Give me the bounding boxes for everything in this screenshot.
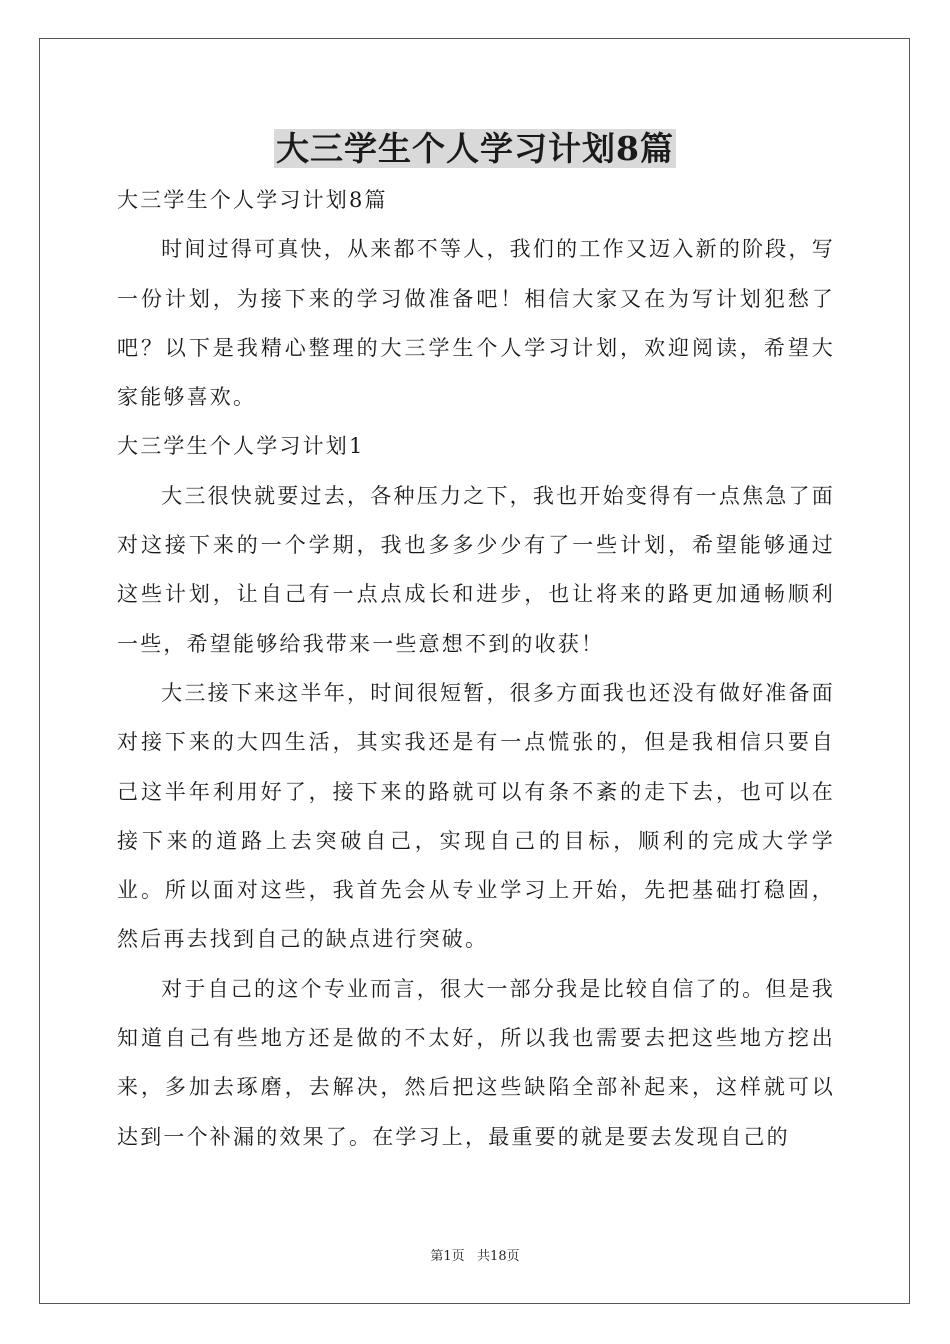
subtitle-paragraph: 大三学生个人学习计划8篇: [117, 188, 388, 212]
document-body: [117, 176, 835, 1162]
document-title-text: 大三学生个人学习计划8篇: [276, 129, 674, 168]
intro-paragraph: 时间过得可真快，从来都不等人，我们的工作又迈入新的阶段，写一份计划，为接下来的学习做准备吧！相信大家又在为写计划犯愁了吧？以下是我精心整理的大三学生个人学习计划，欢迎阅读，希望大家能够喜欢。: [117, 237, 835, 410]
document-title: [0, 124, 950, 174]
body-paragraph: 大三很快就要过去，各种压力之下，我也开始变得有一点焦急了面对这接下来的一个学期，我也多多少少有了一些计划，希望能够通过这些计划，让自己有一点点成长和进步，也让将来的路更加通畅顺利一些，希望能够给我带来一些意想不到的收获！: [117, 483, 835, 656]
body-paragraph: 对于自己的这个专业而言，很大一部分我是比较自信了的。但是我知道自己有些地方还是做的不太好，所以我也需要去把这些地方挖出来，多加去琢磨，去解决，然后把这些缺陷全部补起来，这样就可以达到一个补漏的效果了。在学习上，最重要的就是要去发现自己的: [117, 976, 835, 1149]
body-paragraph: 大三接下来这半年，时间很短暂，很多方面我也还没有做好准备面对接下来的大四生活，其实我还是有一点慌张的，但是我相信只要自己这半年利用好了，接下来的路就可以有条不紊的走下去，也可以在接下来的道路上去突破自己，实现自己的目标，顺利的完成大学学业。所以面对这些，我首先会从专业学习上开始，先把基础打稳固，然后再去找到自己的缺点进行突破。: [117, 680, 835, 952]
section-heading: 大三学生个人学习计划1: [117, 434, 365, 459]
page-number-footer: 第1页 共18页: [430, 1249, 520, 1264]
